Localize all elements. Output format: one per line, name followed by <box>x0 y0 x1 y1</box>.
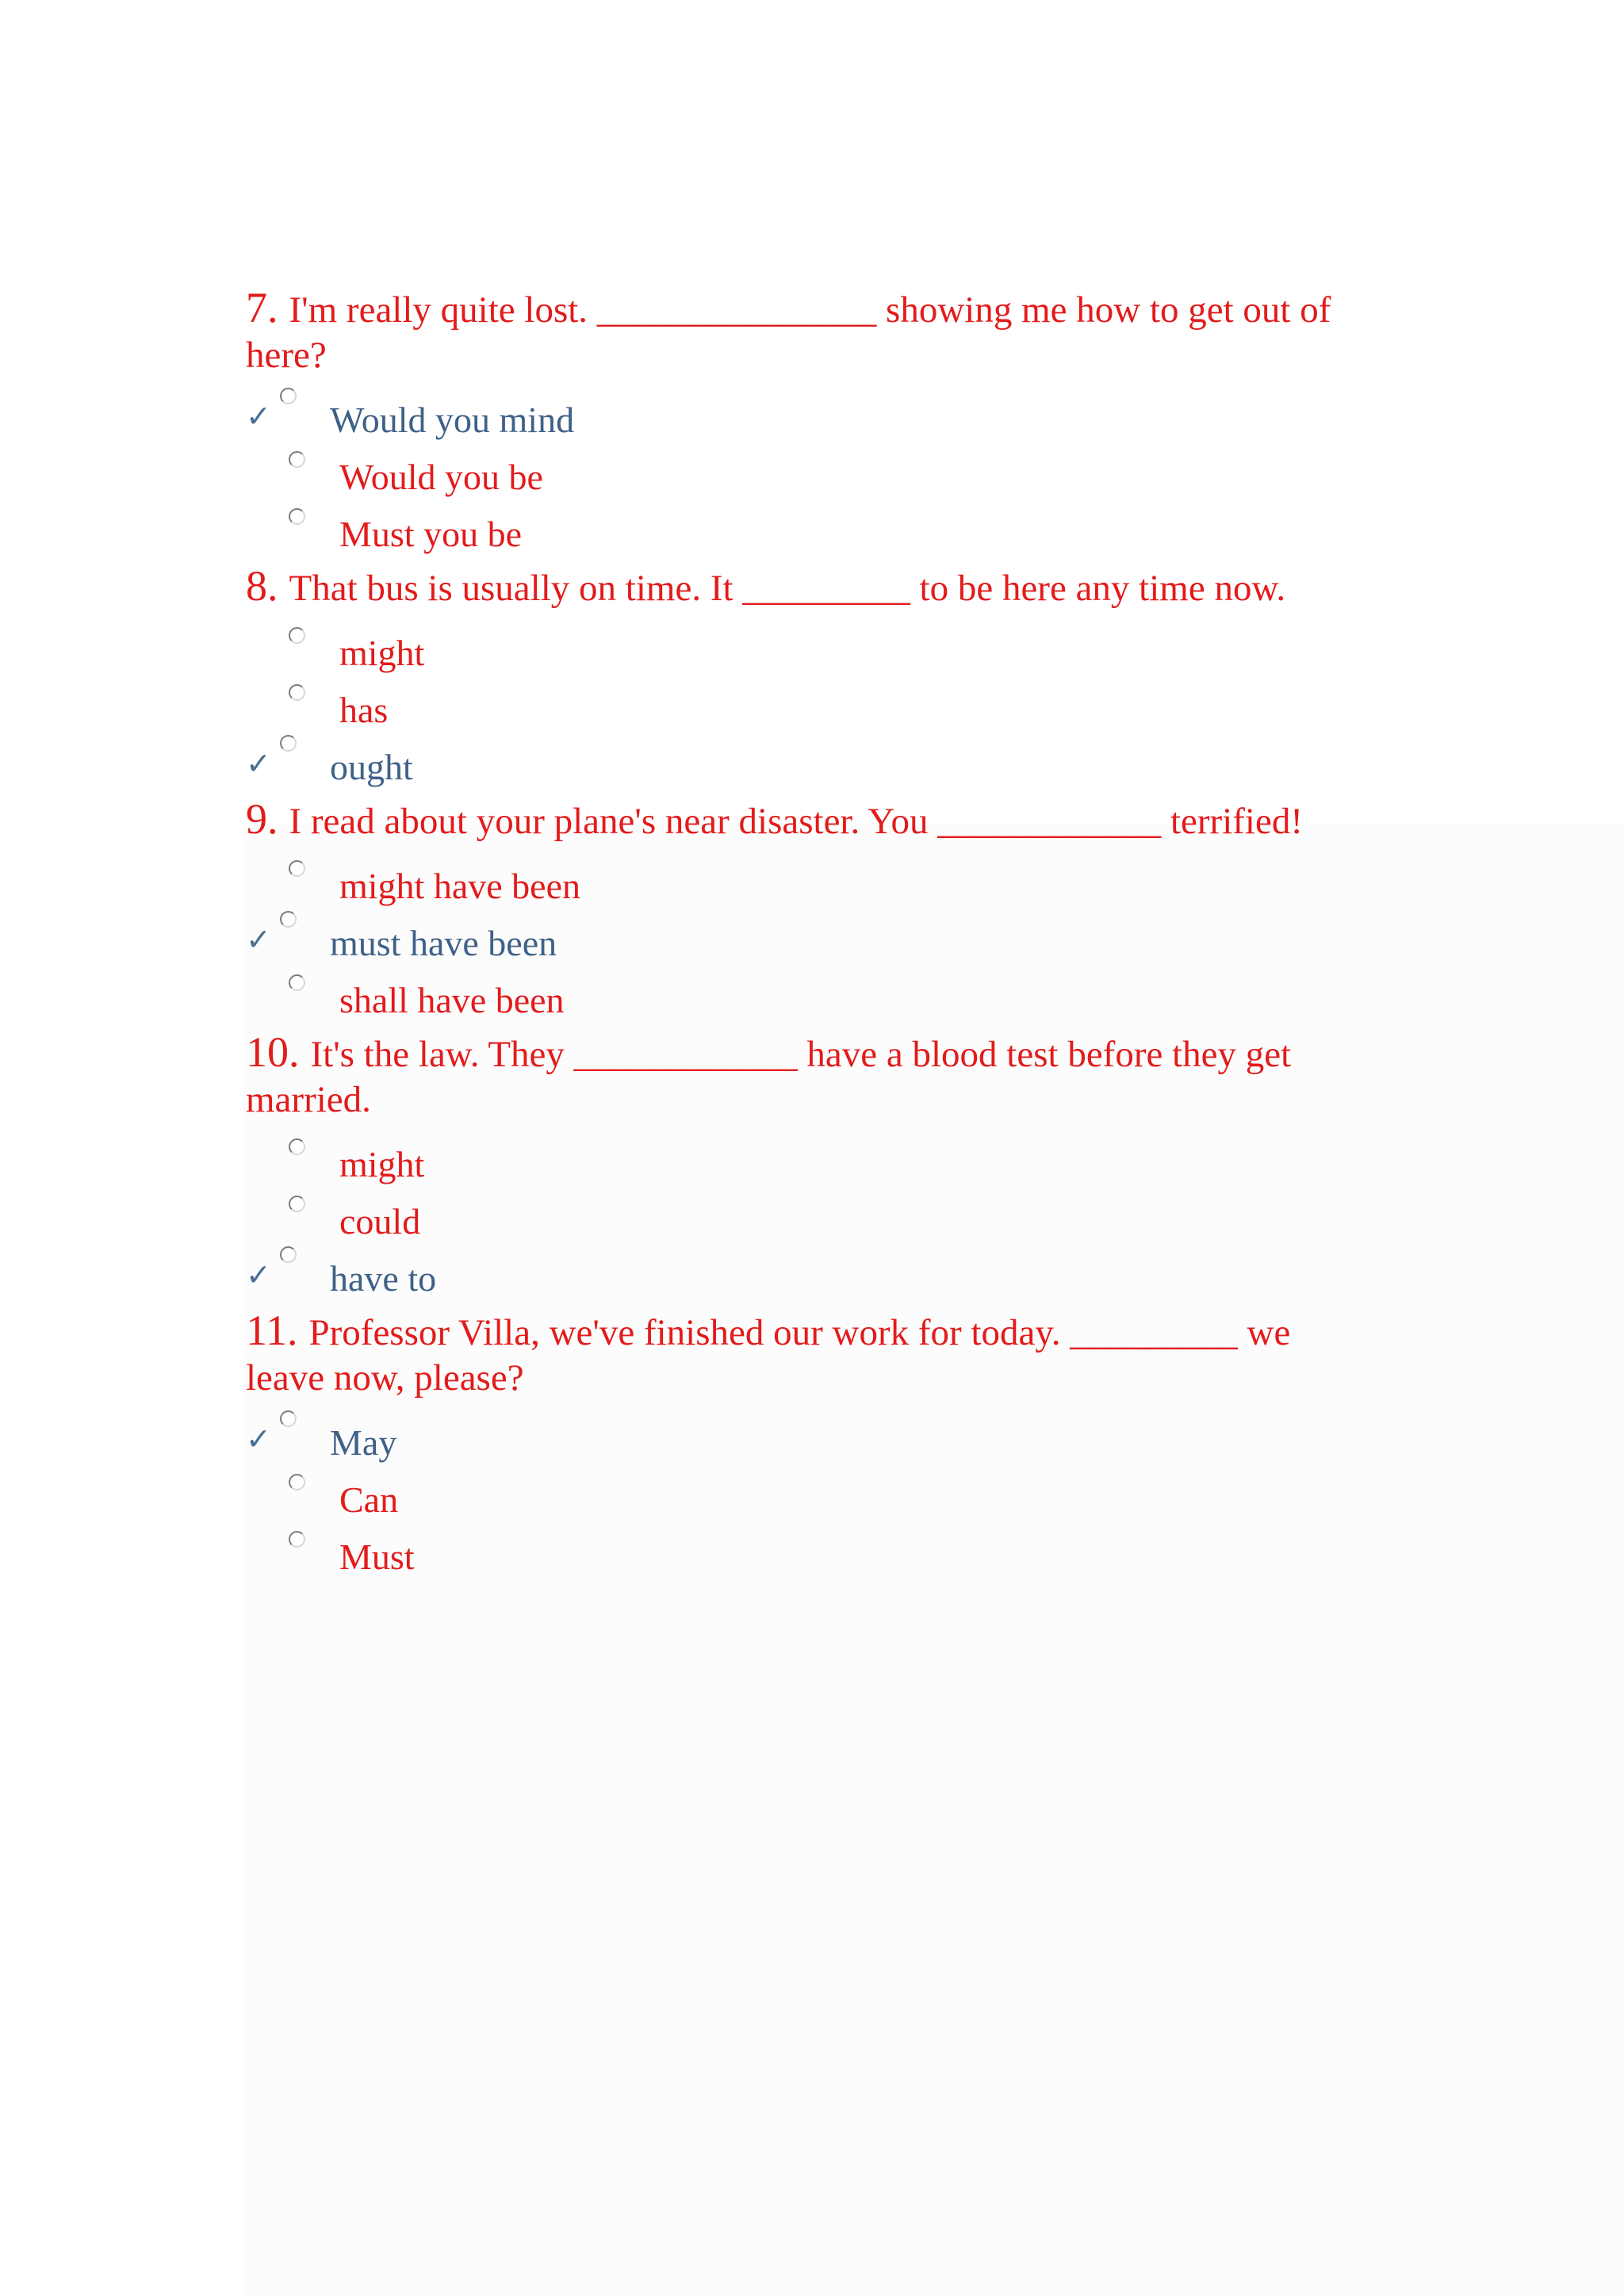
radio-button[interactable] <box>289 451 305 468</box>
question-text <box>246 1030 1388 1077</box>
question-line: That bus is usually on time. It _________ to be here any time now. <box>289 568 1286 609</box>
question-text <box>246 1077 1388 1123</box>
option-label: Can <box>339 1479 399 1520</box>
radio-button[interactable] <box>280 1410 297 1427</box>
radio-button[interactable] <box>289 1531 305 1548</box>
question-number: 11. <box>246 1307 298 1354</box>
option-label: Would you mind <box>330 400 575 440</box>
answer-option[interactable] <box>246 1415 1388 1472</box>
answer-option[interactable] <box>246 1194 1388 1251</box>
radio-button[interactable] <box>289 1474 305 1490</box>
radio-button[interactable] <box>289 1138 305 1155</box>
answer-option[interactable] <box>246 859 1388 916</box>
question-number: 10. <box>246 1028 300 1076</box>
question-number: 7. <box>246 284 278 331</box>
radio-button[interactable] <box>289 627 305 644</box>
answer-option[interactable] <box>246 1137 1388 1194</box>
radio-button[interactable] <box>289 508 305 525</box>
answer-option[interactable] <box>246 1529 1388 1586</box>
question-number: 9. <box>246 795 278 843</box>
question-block <box>246 285 1388 564</box>
answer-option[interactable] <box>246 683 1388 740</box>
question-block <box>246 564 1388 797</box>
option-label: have to <box>330 1258 437 1299</box>
answer-option[interactable] <box>246 1472 1388 1529</box>
question-text <box>246 1308 1388 1356</box>
answer-option[interactable] <box>246 916 1388 973</box>
option-label: ought <box>330 747 413 787</box>
option-label: shall have been <box>339 980 565 1020</box>
radio-button[interactable] <box>280 1246 297 1263</box>
option-label: might have been <box>339 866 581 906</box>
question-text <box>246 285 1388 333</box>
radio-button[interactable] <box>289 1196 305 1212</box>
radio-button[interactable] <box>280 388 297 404</box>
option-label: might <box>339 633 425 673</box>
checkmark-icon: ✓ <box>246 746 271 781</box>
option-label: Would you be <box>339 457 543 497</box>
quiz <box>246 285 1388 1586</box>
option-label: May <box>330 1422 397 1463</box>
answer-option[interactable] <box>246 740 1388 797</box>
radio-button[interactable] <box>280 735 297 752</box>
option-label: could <box>339 1201 421 1242</box>
answer-option[interactable] <box>246 392 1388 450</box>
question-text <box>246 797 1388 844</box>
option-label: has <box>339 690 389 730</box>
question-line: here? <box>246 335 327 376</box>
question-line: It's the law. They ____________ have a blood test before they get <box>310 1034 1292 1075</box>
answer-option[interactable] <box>246 626 1388 683</box>
answer-option[interactable] <box>246 450 1388 507</box>
question-block <box>246 797 1388 1030</box>
radio-button[interactable] <box>280 911 297 928</box>
checkmark-icon: ✓ <box>246 922 271 957</box>
answer-option[interactable] <box>246 1251 1388 1308</box>
radio-button[interactable] <box>289 684 305 701</box>
question-line: I read about your plane's near disaster. You ____________ terrified! <box>289 801 1303 842</box>
question-line: Professor Villa, we've finished our work for today. _________ we <box>308 1312 1291 1353</box>
answer-option[interactable] <box>246 973 1388 1030</box>
question-text <box>246 1356 1388 1401</box>
option-label: must have been <box>330 923 557 963</box>
option-label: might <box>339 1144 425 1184</box>
radio-button[interactable] <box>289 860 305 877</box>
question-number: 8. <box>246 562 278 610</box>
question-text <box>246 333 1388 378</box>
question-line: I'm really quite lost. _______________ showing me how to get out of <box>289 289 1331 331</box>
option-label: Must you be <box>339 514 522 554</box>
question-text <box>246 564 1388 611</box>
question-block <box>246 1308 1388 1586</box>
answer-option[interactable] <box>246 507 1388 564</box>
question-line: leave now, please? <box>246 1357 524 1399</box>
checkmark-icon: ✓ <box>246 399 271 434</box>
checkmark-icon: ✓ <box>246 1422 271 1456</box>
question-line: married. <box>246 1079 371 1120</box>
question-block <box>246 1030 1388 1308</box>
checkmark-icon: ✓ <box>246 1257 271 1292</box>
option-label: Must <box>339 1536 415 1577</box>
radio-button[interactable] <box>289 974 305 991</box>
